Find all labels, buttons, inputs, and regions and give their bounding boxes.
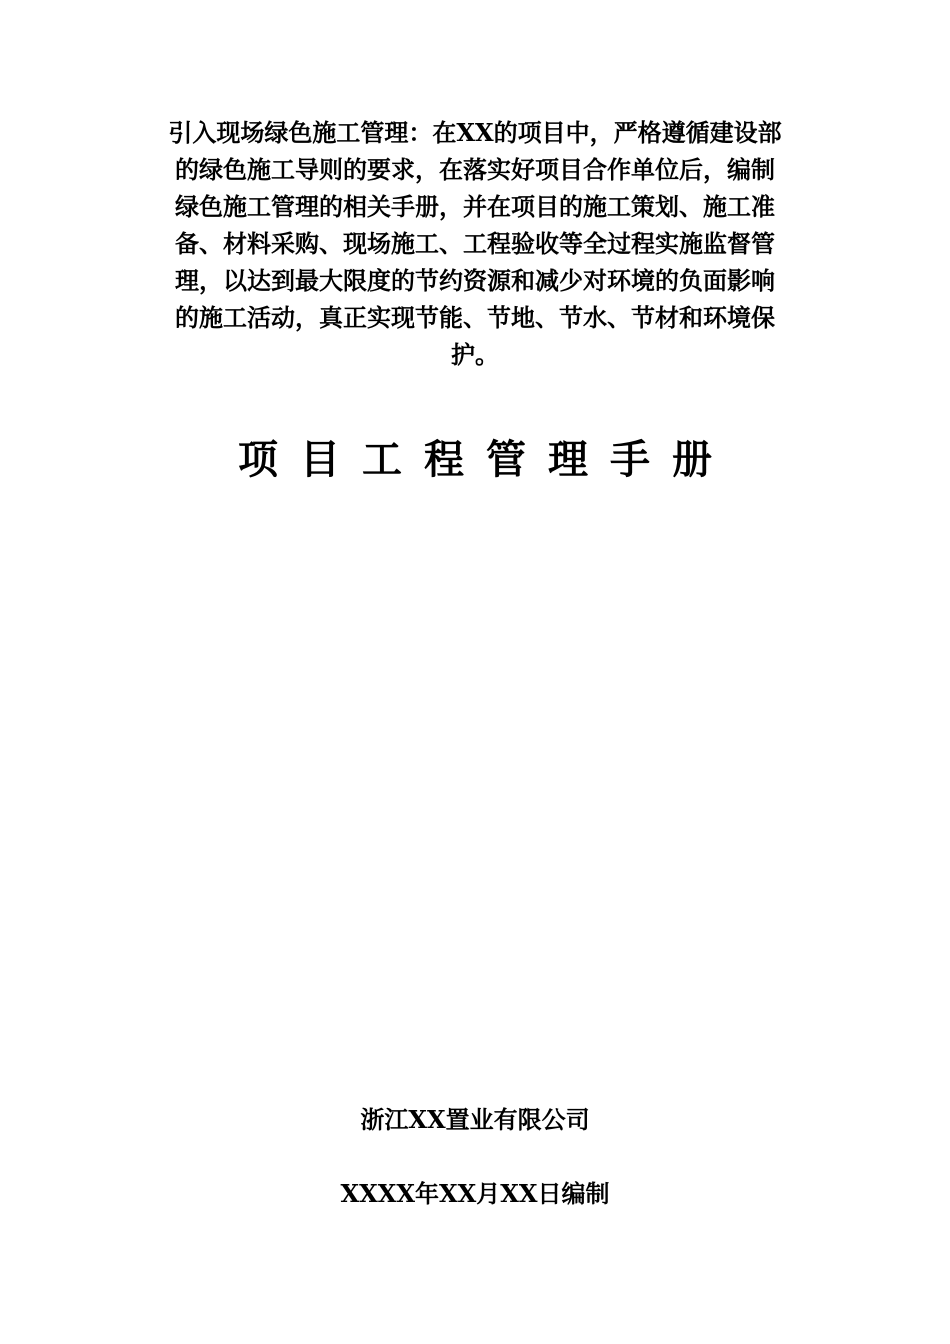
document-title: 项目工程管理手册 [238,437,734,483]
intro-line: 绿色施工管理的相关手册，并在项目的施工策划、施工准 [175,192,775,221]
intro-paragraph [150,114,800,373]
intro-line: 护。 [451,340,499,369]
intro-line: 的施工活动，真正实现节能、节地、节水、节材和环境保 [175,303,775,332]
compile-date: XXXX年XX月XX日编制 [340,1179,610,1208]
company-name: 浙江XX置业有限公司 [360,1105,590,1134]
intro-line: 引入现场绿色施工管理：在XX的项目中，严格遵循建设部 [168,118,782,147]
intro-line: 的绿色施工导则的要求，在落实好项目合作单位后，编制 [175,155,775,184]
intro-line: 理，以达到最大限度的节约资源和减少对环境的负面影响 [175,266,775,295]
intro-line: 备、材料采购、现场施工、工程验收等全过程实施监督管 [175,229,775,258]
